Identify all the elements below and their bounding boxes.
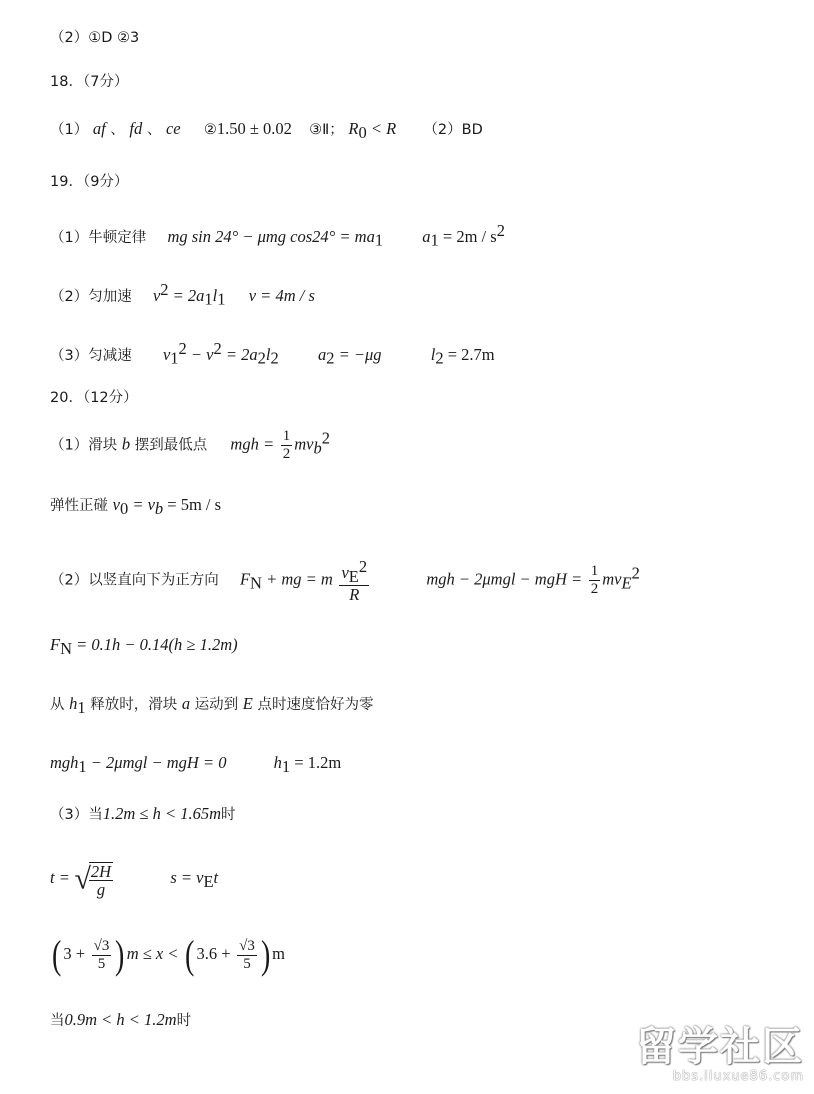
fraction-half-2: $\frac{1}{2}$ (590, 563, 599, 597)
answer-20-h1: mgh$_1$ − 2μmgl − mgH = 0 $h_1 = 1.2m$ (50, 753, 342, 776)
site-watermark (636, 1025, 804, 1084)
answer-19-2: （2）匀加速 $v^2 = 2a_1l_1$ v = 4m / s (50, 280, 315, 309)
answer-20-range: ( 3 + $\frac{√3}{5}$ ) m ≤ x < ( 3.6 + $\frac{√3}{5}$ ) m (51, 932, 286, 977)
question-18-heading: 18．（7分） (50, 74, 129, 90)
answer-17-2: （2）①D ②3 (50, 30, 140, 46)
answer-19-3: （3）匀减速 $v_1^2 - v^2 = 2a_2l_2$ $a_2 = -\mu g$ $l_2 = 2.7m$ (50, 339, 495, 368)
answer-20-fn: $F_N = 0.1h - 0.14(h \ge 1.2m)$ (50, 635, 238, 658)
question-20-heading: 20．（12分） (50, 390, 138, 406)
answer-20-2: （2）以竖直向下为正方向 $F_N$ + mg = m $\frac{v_E^2}{R}$ mgh − 2μmgl − mgH = $\frac{1}{2}$ $mv_E^2$ (50, 557, 640, 604)
answer-19-1: （1）牛顿定律 mg sin 24° − μmg $\cos 24^\circ = ma_1$ $a_1 = 2m / s^2$ (50, 221, 505, 250)
answer-20-time: t = √ $\frac{2H}{g}$ $s = v_Et$ (50, 858, 218, 902)
answer-20-release: 从 $h_1$ 释放时，滑块 a 运动到 E 点时速度恰好为零 (50, 694, 374, 717)
answer-18-line: （1） af 、 fd 、 ce ②1.50 ± 0.02 ③Ⅱ； $R_0 < R$ （2）BD (50, 119, 483, 142)
fraction-half: $\frac{1}{2}$ (282, 428, 291, 462)
answer-20-1-collision: 弹性正碰 $v_0 = v_b = 5m / s$ (50, 495, 222, 518)
watermark-title: 留学社区 (636, 1024, 804, 1070)
answer-20-1: （1）滑块 b 摆到最低点 mgh = $\frac{1}{2}$ $mv_b^2$ (50, 428, 330, 462)
watermark-url: bbs.liuxue86.com (672, 1069, 804, 1084)
square-root: √ $\frac{2H}{g}$ (74, 861, 112, 899)
fraction-ve2-over-r: $\frac{v_E^2}{R}$ (341, 557, 368, 604)
question-19-heading: 19．（9分） (50, 174, 129, 190)
answer-20-case2: 当0.9m < h < 1.2m时 (50, 1010, 192, 1029)
answer-20-3: （3）当1.2m ≤ h < 1.65m时 (50, 804, 236, 823)
